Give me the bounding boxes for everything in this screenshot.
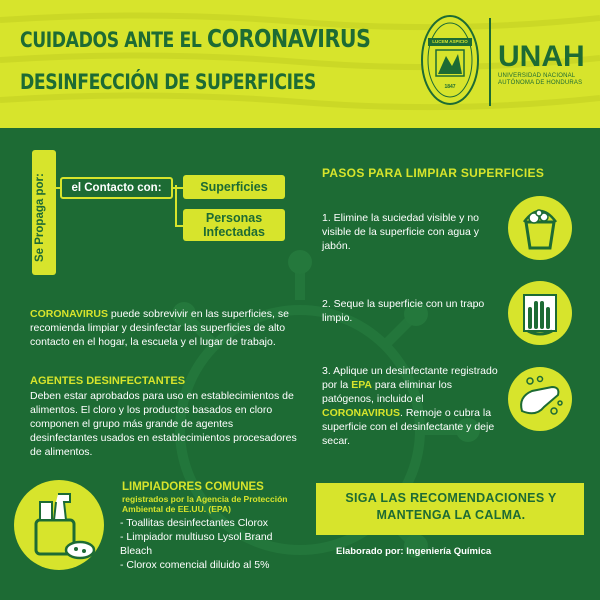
seal-year-text: 1847 — [444, 84, 456, 90]
unah-subtitle-line1: UNIVERSIDAD NACIONAL — [498, 73, 576, 79]
unah-subtitle — [498, 73, 582, 87]
step-3-part3: . Remoje o cubra la superficie con el desinfectante y deje secar. — [322, 407, 495, 447]
step-3-coronavirus: CORONAVIRUS — [322, 407, 400, 419]
cleaner-item: - Toallitas desinfectantes Clorox — [120, 517, 269, 529]
cleaners-title: LIMPIADORES COMUNES — [122, 481, 264, 493]
bucket-icon — [508, 196, 572, 260]
recommendation-text: SIGA LAS RECOMENDACIONES Y MANTENGA LA CALMA. — [345, 491, 557, 522]
seal-banner-text: LUCEM ASPICIO — [432, 39, 468, 44]
connector-line — [175, 225, 183, 227]
cleaning-supplies-icon — [14, 480, 104, 570]
logo-divider — [489, 18, 491, 106]
page-title-line1 — [20, 24, 370, 53]
step-1-text: 1. Elimine la suciedad visible y no visible de la superficie con agua y jabón. — [322, 212, 480, 252]
step-3-epa: EPA — [351, 379, 372, 391]
target-infected-people: Personas Infectadas — [183, 209, 285, 241]
steps-title: PASOS PARA LIMPIAR SUPERFICIES — [322, 166, 545, 180]
unah-subtitle-line2: AUTÓNOMA DE HONDURAS — [498, 80, 583, 86]
contact-label: el Contacto con: — [60, 177, 173, 199]
university-seal-icon — [420, 14, 480, 106]
page-title-line2: DESINFECCIÓN DE SUPERFICIES — [20, 70, 316, 94]
intro-emphasis: CORONAVIRUS — [30, 308, 108, 320]
title-prefix: CUIDADOS ANTE EL — [20, 28, 202, 52]
step-3-part1: 3. Aplique un desinfectante registrado por la — [322, 365, 498, 391]
cleaners-subtitle: registrados por la Agencia de Protección Ambiental de EE.UU. (EPA) — [122, 494, 288, 514]
target-surfaces: Superficies — [183, 175, 285, 199]
intro-text: puede sobrevivir en las superficies, se recomienda limpiar y desinfectar las superficies de alto contacto en el hogar, la escuela y el lugar de trabajo. — [30, 308, 289, 348]
agents-heading: AGENTES DESINFECTANTES — [30, 375, 186, 387]
hand-cloth-icon — [508, 281, 572, 345]
title-emphasis: CORONAVIRUS — [206, 24, 371, 53]
intro-paragraph — [30, 307, 300, 349]
propagation-label: Se Propaga por: — [34, 173, 46, 262]
credit-text: Elaborado por: Ingeniería Química — [336, 546, 492, 557]
cleaner-item: - Clorox comencial diluido al 5% — [120, 559, 270, 571]
step-2-text: 2. Seque la superficie con un trapo limpio. — [322, 298, 485, 324]
cleaner-item: - Limpiador multiuso Lysol Brand Bleach — [120, 531, 273, 557]
agents-paragraph: Deben estar aprobados para uso en establecimientos de alimentos. El cloro y los productos basados en cloro componen el grupo más grande de agentes desinfectantes usados en establecimientos procesadores de alimentos. — [30, 390, 297, 458]
step-3-text — [322, 364, 502, 448]
connector-line — [175, 185, 177, 227]
step-3-part2: para eliminar los patógenos, incluido el — [322, 379, 452, 405]
unah-logo-text: UNAH — [498, 40, 585, 73]
washing-hands-icon — [508, 367, 572, 431]
